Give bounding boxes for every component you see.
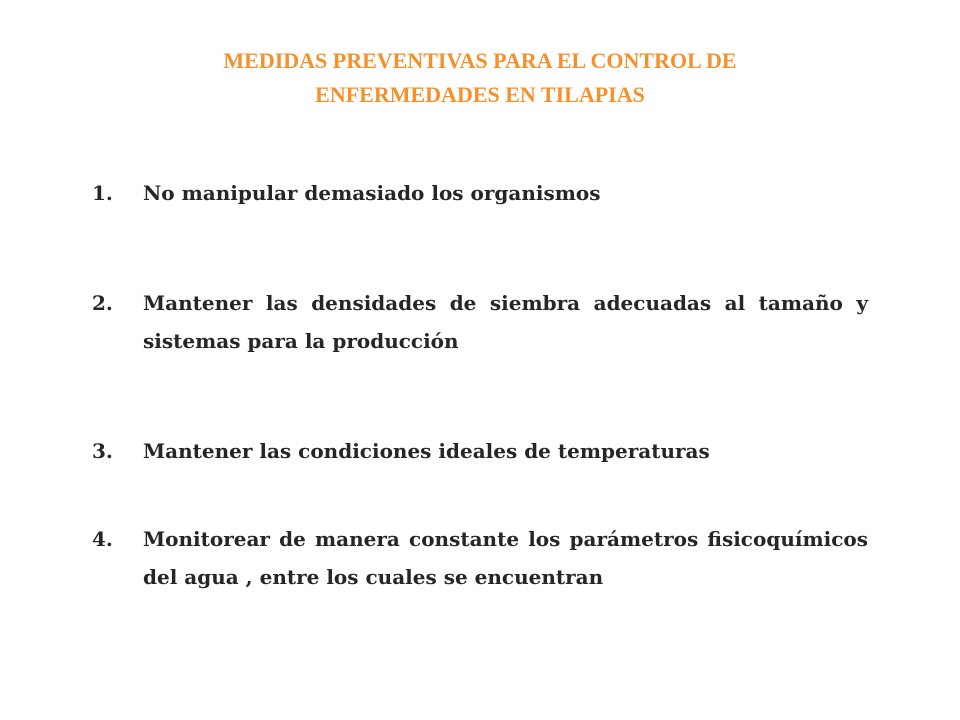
list-item-text: Monitorear de manera constante los parámetros fisicoquímicos del agua , entre los cuales se encuentran — [143, 527, 868, 589]
slide-title — [100, 44, 860, 112]
preventive-measures-list — [92, 174, 868, 596]
list-item-text: Mantener las densidades de siembra adecuadas al tamaño y sistemas para la producción — [143, 291, 868, 353]
slide-title-line-2: ENFERMEDADES EN TILAPIAS — [315, 82, 645, 107]
list-item — [92, 520, 868, 596]
slide-title-line-1: MEDIDAS PREVENTIVAS PARA EL CONTROL DE — [223, 48, 737, 73]
list-item — [92, 284, 868, 360]
list-item-number: 1. — [92, 181, 113, 205]
list-item — [92, 174, 868, 212]
list-item — [92, 432, 868, 470]
list-item-text: No manipular demasiado los organismos — [143, 181, 601, 205]
list-item-number: 3. — [92, 439, 113, 463]
list-item-text: Mantener las condiciones ideales de temperaturas — [143, 439, 710, 463]
list-item-number: 2. — [92, 291, 113, 315]
list-item-number: 4. — [92, 527, 113, 551]
